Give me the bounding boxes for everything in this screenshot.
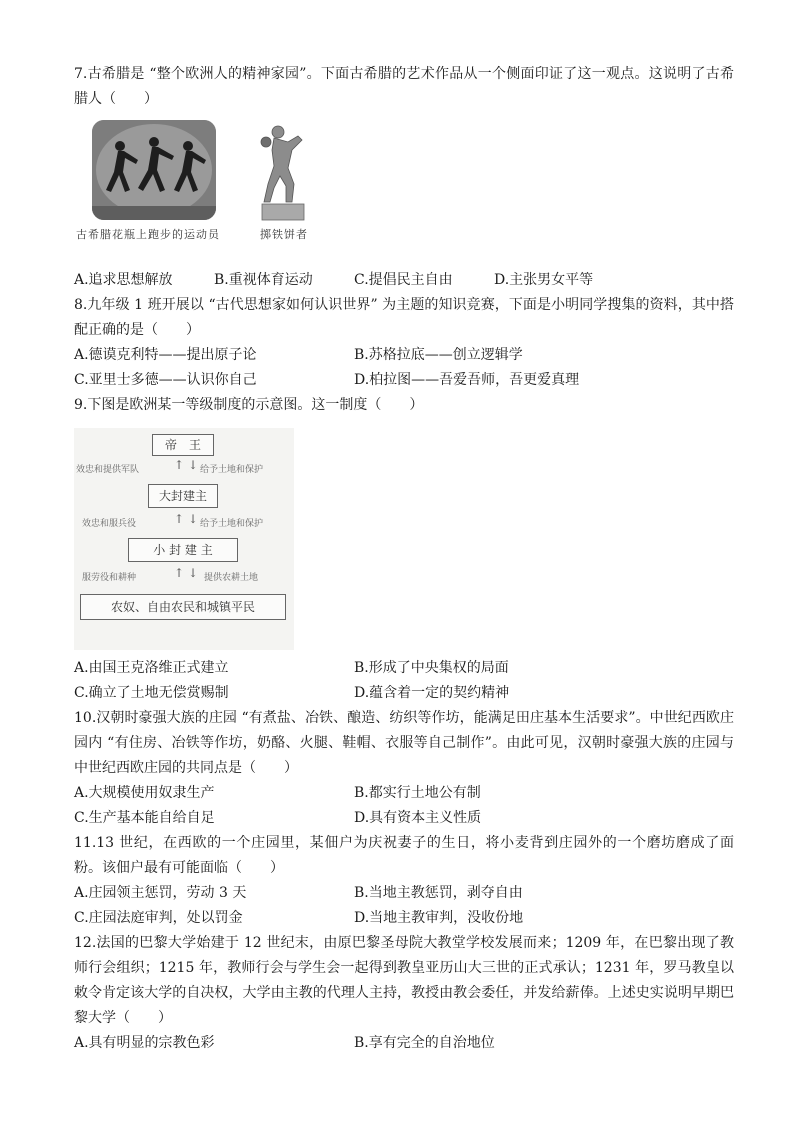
- exam-page: [74, 62, 734, 1056]
- q8-option-a[interactable]: A.德谟克利特——提出原子论: [74, 347, 257, 363]
- q12-option-b[interactable]: B.享有完全的自治地位: [354, 1035, 495, 1051]
- q7-option-c[interactable]: C.提倡民主自由: [354, 272, 453, 288]
- arrow-up-icon: ↑: [174, 566, 185, 580]
- question-11-stem: 11.13 世纪，在西欧的一个庄园里，某佃户为庆祝妻子的生日，将小麦背到庄园外的一个磨坊磨成了面粉。该佃户最有可能面临（ ）: [74, 835, 734, 876]
- question-10-stem: 10.汉朝时豪强大族的庄园 “有煮盐、冶铁、酿造、纺织等作坊，能满足田庄基本生活要求”。中世纪西欧庄园内 “有住房、冶铁等作坊，奶酪、火腿、鞋帽、衣服等自己制作”。由此可见，汉朝时豪强大族的庄园与中世纪西欧庄园的共同点是（ ）: [74, 710, 734, 776]
- q9-option-d[interactable]: D.蕴含着一定的契约精神: [354, 685, 510, 701]
- q11-option-d[interactable]: D.当地主教审判，没收份地: [354, 910, 524, 926]
- q9-option-c[interactable]: C.确立了土地无偿赏赐制: [74, 685, 229, 701]
- q8-option-c[interactable]: C.亚里士多德——认识你自己: [74, 372, 257, 388]
- q8-option-d[interactable]: D.柏拉图——吾爱吾师，吾更爱真理: [354, 372, 580, 388]
- q7-option-d[interactable]: D.主张男女平等: [494, 272, 594, 288]
- question-12-stem: 12.法国的巴黎大学始建于 12 世纪末，由原巴黎圣母院大教堂学校发展而来；1209 年，在巴黎出现了教师行会组织；1215 年，教师行会与学生会一起得到教皇亚历山大三世的正式承认；1231 年，罗马教皇以敕令肯定该大学的自决权，大学由主教的代理人主持，教授由教会委任，并发给薪俸。上述史实说明早期巴黎大学（ ）: [74, 935, 734, 1026]
- diagram-level-king: 帝 王: [152, 434, 214, 456]
- q10-option-c[interactable]: C.生产基本能自给自足: [74, 810, 215, 826]
- q9-option-a[interactable]: A.由国王克洛维正式建立: [74, 660, 229, 676]
- question-8-stem: 8.九年级 1 班开展以 “古代思想家如何认识世界” 为主题的知识竞赛，下面是小明同学搜集的资料，其中搭配正确的是（ ）: [74, 297, 734, 338]
- q7-option-b[interactable]: B.重视体育运动: [214, 272, 313, 288]
- statue-caption: 掷铁饼者: [260, 228, 308, 241]
- q11-option-a[interactable]: A.庄园领主惩罚，劳动 3 天: [74, 885, 247, 901]
- question-9-options: [74, 656, 734, 706]
- q9-option-b[interactable]: B.形成了中央集权的局面: [354, 660, 509, 676]
- arrow-up-icon: ↑: [174, 458, 185, 472]
- diagram-label-down-2: 给予土地和保护: [200, 519, 264, 529]
- vase-runners-image: [92, 120, 216, 220]
- arrow-down-icon: ↓: [188, 458, 199, 472]
- q10-option-a[interactable]: A.大规模使用奴隶生产: [74, 785, 215, 801]
- question-9-stem: 9.下图是欧洲某一等级制度的示意图。这一制度（ ）: [74, 397, 424, 413]
- question-7-stem: 7.古希腊是 “整个欧洲人的精神家园”。下面古希腊的艺术作品从一个侧面印证了这一观点。这说明了古希腊人（ ）: [74, 66, 734, 107]
- q11-option-b[interactable]: B.当地主教惩罚，剥夺自由: [354, 885, 523, 901]
- q8-option-b[interactable]: B.苏格拉底——创立逻辑学: [354, 347, 523, 363]
- question-12-options: [74, 1031, 734, 1056]
- diagram-label-up-1: 效忠和提供军队: [76, 465, 140, 475]
- question-7-options: [74, 268, 734, 293]
- discus-thrower-image: [258, 122, 310, 222]
- diagram-label-down-1: 给予土地和保护: [200, 465, 264, 475]
- question-11-options: [74, 881, 734, 931]
- question-10-options: [74, 781, 734, 831]
- arrow-down-icon: ↓: [188, 566, 199, 580]
- diagram-level-peasants: 农奴、自由农民和城镇平民: [80, 594, 286, 620]
- question-7-figures: [74, 120, 734, 262]
- q12-option-a[interactable]: A.具有明显的宗教色彩: [74, 1035, 215, 1051]
- q10-option-b[interactable]: B.都实行土地公有制: [354, 785, 481, 801]
- q11-option-c[interactable]: C.庄园法庭审判，处以罚金: [74, 910, 243, 926]
- diagram-label-down-3: 提供农耕土地: [204, 573, 259, 583]
- question-8-options: [74, 343, 734, 393]
- diagram-label-up-3: 服劳役和耕种: [82, 573, 137, 583]
- diagram-level-minor-lord: 小 封 建 主: [128, 538, 238, 562]
- vase-caption: 古希腊花瓶上跑步的运动员: [76, 228, 220, 241]
- feudal-hierarchy-diagram: [74, 428, 294, 650]
- q10-option-d[interactable]: D.具有资本主义性质: [354, 810, 482, 826]
- q7-option-a[interactable]: A.追求思想解放: [74, 272, 173, 288]
- diagram-level-great-lord: 大封建主: [148, 484, 218, 508]
- diagram-label-up-2: 效忠和服兵役: [82, 519, 137, 529]
- arrow-down-icon: ↓: [188, 512, 199, 526]
- arrow-up-icon: ↑: [174, 512, 185, 526]
